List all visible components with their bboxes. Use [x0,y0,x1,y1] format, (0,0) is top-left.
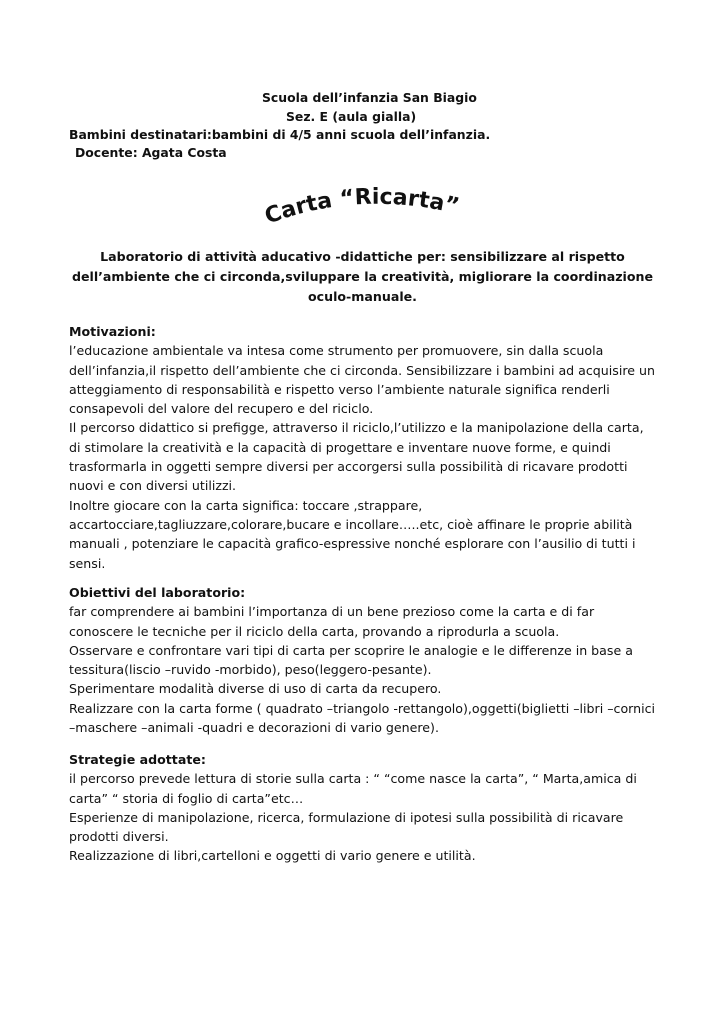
paragraph: Sperimentare modalità diverse di uso di carta da recupero. [69,681,442,697]
section-strategie [69,750,659,866]
title-wordart [262,186,472,230]
svg-text:Carta “Ricarta” [262,186,461,230]
paragraph: Il percorso didattico si prefigge, attraverso il riciclo,l’utilizzo e la manipolazione della carta, di stimolare la creatività e la capacità di progettare e inventare nuove forme, e quindi trasformarla in oggetti sempre diversi per accorgersi sulla possibilità di ricavare prodotti nuovi e con diversi utilizzi. [69,420,644,494]
title-text: Carta “Ricarta” [262,186,462,230]
paragraph: far comprendere ai bambini l’importanza di un bene prezioso come la carta e di far conoscere le tecniche per il riciclo della carta, provando a riprodurla a scuola. [69,604,595,639]
intro-text: Laboratorio di attività aducativo -didattiche per: sensibilizzare al rispetto dell’ambiente che ci circonda,sviluppare la creatività, migliorare la coordinazione oculo-manuale. [71,249,654,304]
school-name: Scuola dell’infanzia San Biagio [262,90,477,105]
paragraph: Esperienze di manipolazione, ricerca, formulazione di ipotesi sulla possibilità di ricavare prodotti diversi. [69,809,624,845]
paragraph: Osservare e confrontare vari tipi di carta per scoprire le analogie e le differenze in base a tessitura(liscio –ruvido -morbido), peso(leggero-pesante). [69,642,633,678]
document-title [262,186,472,230]
paragraph: Inoltre giocare con la carta significa: toccare ,strappare, accartocciare,tagliuzzare,colorare,bucare e incollare…..etc, cioè affinare le proprie abilità manuali , potenziare le capacità grafico-espressive nonché esplorare con l’ausilio di tutti i sensi. [69,497,636,571]
section-title: Strategie adottate: [69,752,206,767]
paragraph: il percorso prevede lettura di storie sulla carta : “ “come nasce la carta”, “ Marta,amica di carta” “ storia di foglio di carta”etc… [69,771,637,806]
section-name: Sez. E (aula gialla) [286,109,417,124]
paragraph: l’educazione ambientale va intesa come strumento per promuovere, sin dalla scuola dell’infanzia,il rispetto dell’ambiente che ci circonda. Sensibilizzare i bambini ad acquisire un atteggiamento di responsabilità e rispetto verso l’ambiente naturale significa renderli consapevoli del valore del recupero e del riciclo. [69,343,655,417]
target-children: Bambini destinatari:bambini di 4/5 anni scuola dell’infanzia. [69,127,491,142]
section-title: Motivazioni: [69,324,156,339]
paragraph: Realizzare con la carta forme ( quadrato –triangolo -rettangolo),oggetti(biglietti –libri –cornici –maschere –animali -quadri e decorazioni di vario genere). [69,700,656,736]
section-obiettivi [69,583,659,737]
paragraph: Realizzazione di libri,cartelloni e oggetti di vario genere e utilità. [69,848,476,864]
section-motivazioni [69,322,659,573]
section-title: Obiettivi del laboratorio: [69,585,246,600]
teacher-name: Docente: Agata Costa [75,145,227,160]
